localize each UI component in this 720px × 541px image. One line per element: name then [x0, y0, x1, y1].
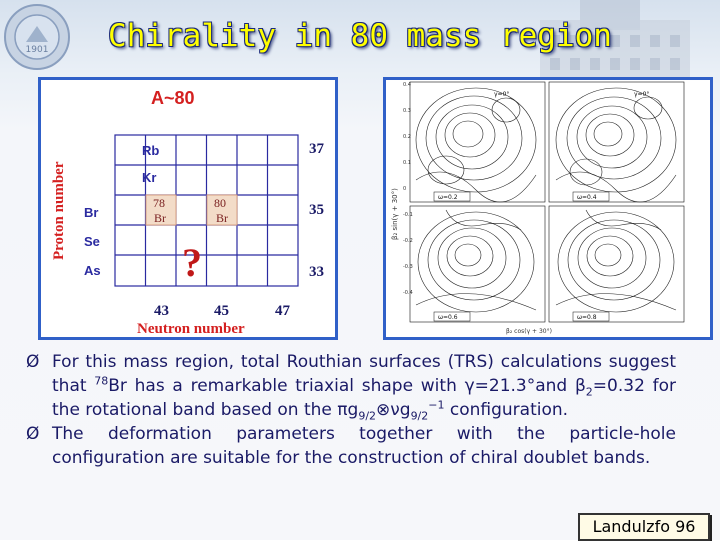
- bullet2-text: The deformation parameters together with the particle-hole configuration are suitable for the construction of chiral doublet bands.: [52, 424, 676, 468]
- bullet1-text-b: Br has a remarkable triaxial shape with γ=21.3°and β: [108, 376, 586, 396]
- trs-x-axis-label: β₂ cos(γ + 30°): [506, 328, 552, 335]
- ytick-5: -0.1: [403, 212, 413, 218]
- proton-number-35: 35: [309, 202, 324, 218]
- figure-header: A~80: [151, 88, 195, 108]
- row-label-kr: Kr: [142, 170, 157, 185]
- ytick-0: 0.4: [403, 82, 411, 88]
- bullet-list: [26, 350, 676, 470]
- trs-contour-figure: [383, 77, 713, 340]
- bullet1-otimes: ⊗νg: [376, 400, 411, 420]
- row-label-se: Se: [84, 234, 100, 249]
- ytick-4: 0: [403, 186, 407, 192]
- x-axis-label: Neutron number: [137, 321, 245, 337]
- gamma-label-right: γ=0°: [634, 91, 650, 98]
- bullet1-beta-sub: 2: [585, 385, 593, 399]
- proton-number-33: 33: [309, 264, 324, 280]
- trs-panel-bottom-left: [410, 206, 545, 322]
- slide-title: Chirality in 80 mass region: [108, 18, 612, 54]
- bullet1-sup-b: −1: [428, 398, 445, 412]
- nuclide-chart-figure: [38, 77, 338, 340]
- unknown-question-mark: ?: [182, 240, 202, 285]
- bullet1-sub-a: 9/2: [358, 409, 377, 423]
- bullet1-mass-number: 78: [94, 374, 109, 388]
- footer-label: Landulzfo 96: [578, 513, 710, 541]
- bullet-item-1: [26, 350, 676, 422]
- cell-78-element: Br: [154, 211, 166, 225]
- neutron-number-45: 45: [214, 303, 229, 319]
- y-axis-label: Proton number: [51, 161, 67, 260]
- logo-year: 1901: [25, 45, 49, 55]
- panel-label-omega-02: ω=0.2: [438, 194, 458, 201]
- cell-80-mass: 80: [214, 196, 226, 210]
- bullet1-sub-b: 9/2: [410, 409, 429, 423]
- panel-label-omega-04: ω=0.4: [577, 194, 597, 201]
- ytick-2: 0.2: [403, 134, 411, 140]
- neutron-number-43: 43: [154, 303, 169, 319]
- neutron-number-47: 47: [275, 303, 290, 319]
- row-label-as: As: [84, 263, 101, 278]
- ytick-6: -0.2: [403, 238, 413, 244]
- ytick-1: 0.3: [403, 108, 411, 114]
- trs-panel-top-left: [410, 82, 545, 202]
- bullet-arrow-icon: Ø: [26, 352, 40, 372]
- panel-label-omega-08: ω=0.8: [577, 314, 597, 321]
- panel-label-omega-06: ω=0.6: [438, 314, 458, 321]
- ytick-8: -0.4: [403, 290, 413, 296]
- ytick-7: -0.3: [403, 264, 413, 270]
- bullet1-text-c: =0.32 for the rotational band based on the πg: [52, 376, 676, 420]
- proton-number-37: 37: [309, 141, 324, 157]
- trs-panel-bottom-right: [549, 206, 684, 322]
- bullet-arrow-icon: Ø: [26, 424, 40, 444]
- row-label-br: Br: [84, 205, 99, 220]
- trs-panel-top-right: [549, 82, 684, 202]
- cell-78-mass: 78: [153, 196, 165, 210]
- row-label-rb: Rb: [142, 143, 160, 158]
- cell-80-element: Br: [216, 211, 228, 225]
- bullet1-text-d: configuration.: [444, 400, 569, 420]
- gamma-label-left: γ=0°: [494, 91, 510, 98]
- bullet1-text-a: For this mass region, total Routhian surfaces (TRS) calculations suggest that: [52, 352, 676, 396]
- bullet-item-2: [26, 422, 676, 470]
- trs-y-axis-label: β₂ sin(γ + 30°): [391, 188, 399, 240]
- ytick-3: 0.1: [403, 160, 411, 166]
